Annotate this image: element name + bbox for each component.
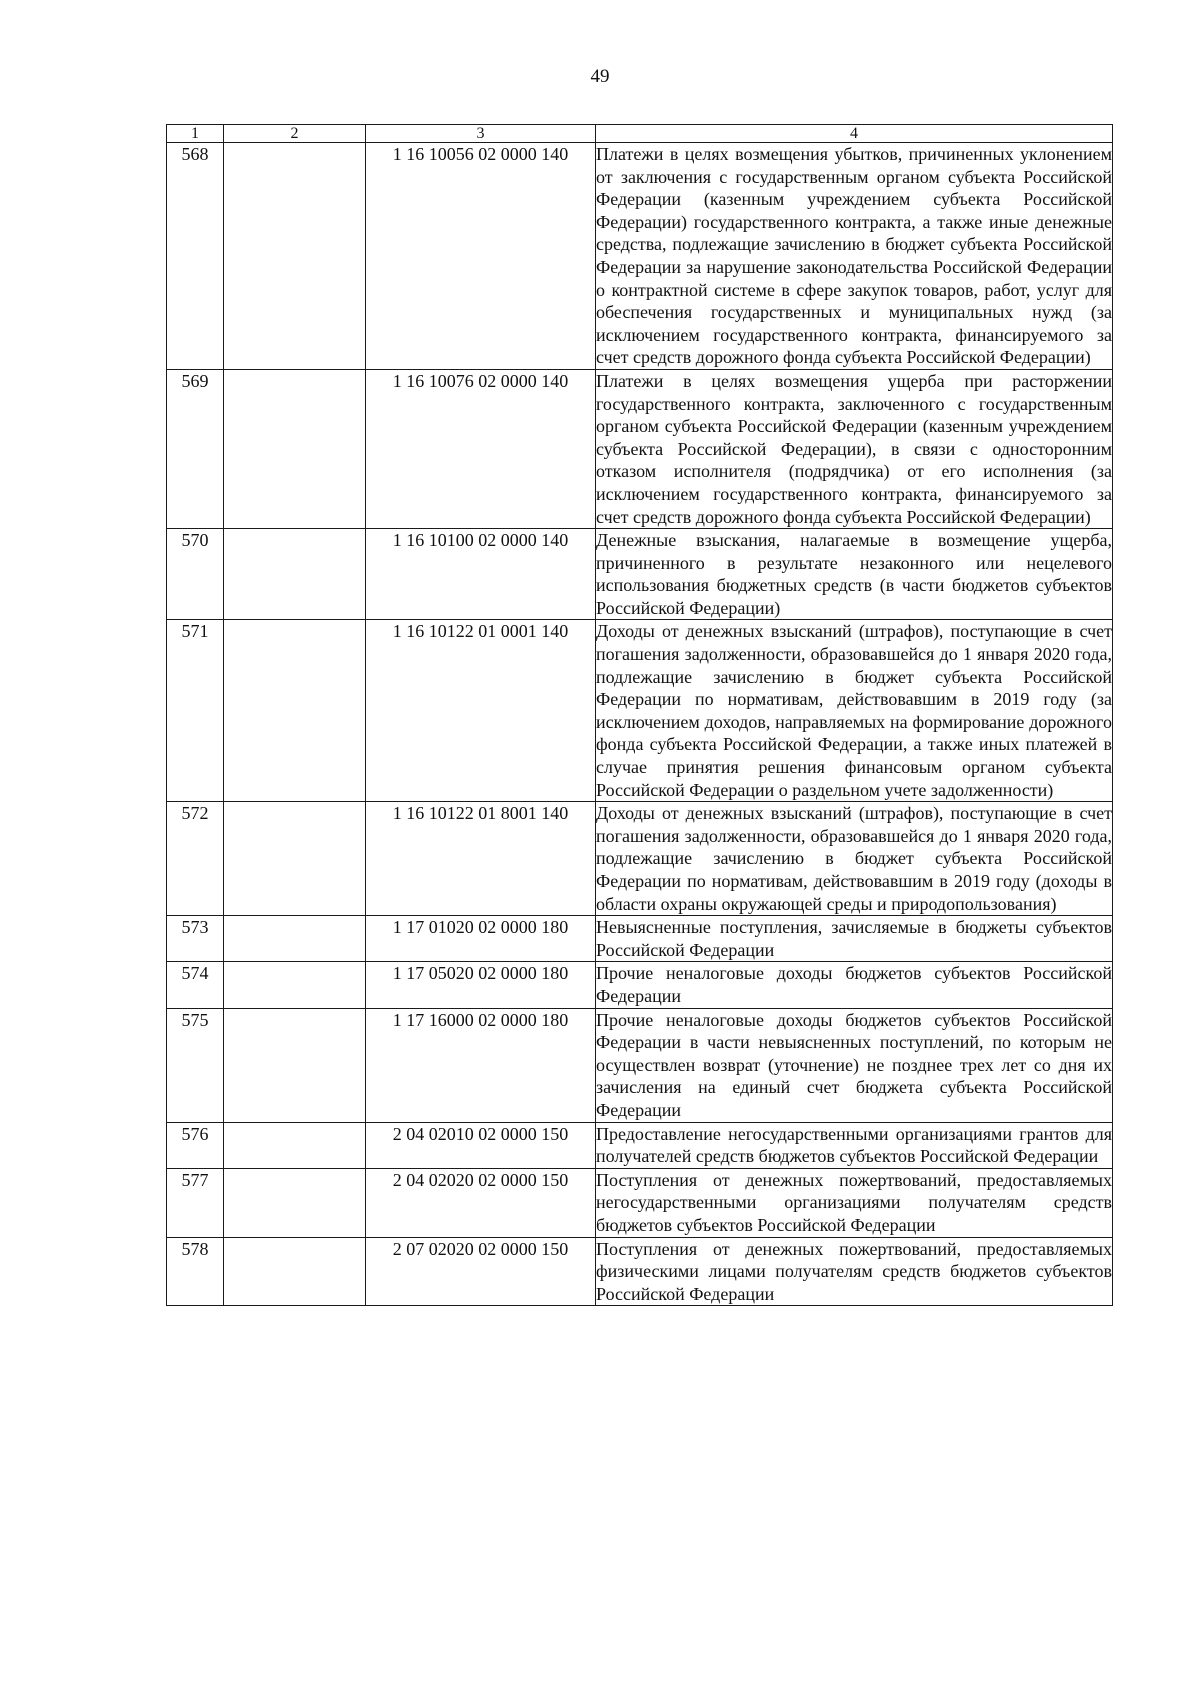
table-row [167, 802, 1113, 916]
row-revenue-code: 1 16 10100 02 0000 140 [366, 529, 596, 620]
row-revenue-description: Невыясненные поступления, зачисляемые в бюджеты субъектов Российской Федерации [596, 916, 1113, 962]
row-revenue-code: 1 17 16000 02 0000 180 [366, 1008, 596, 1122]
row-revenue-code: 1 16 10056 02 0000 140 [366, 143, 596, 370]
row-number: 574 [167, 962, 224, 1008]
row-revenue-description: Денежные взыскания, налагаемые в возмещение ущерба, причиненного в результате незаконного или нецелевого использования бюджетных средств (в части бюджетов субъектов Российской Федерации) [596, 529, 1113, 620]
row-revenue-code: 2 07 02020 02 0000 150 [366, 1237, 596, 1306]
row-revenue-description: Предоставление негосударственными организациями грантов для получателей средств бюджетов субъектов Российской Федерации [596, 1122, 1113, 1168]
row-number: 577 [167, 1168, 224, 1237]
row-revenue-code: 1 17 01020 02 0000 180 [366, 916, 596, 962]
row-administrator-code [224, 369, 366, 528]
table-row [167, 1122, 1113, 1168]
row-revenue-description: Платежи в целях возмещения ущерба при расторжении государственного контракта, заключенного с государственным органом субъекта Российской Федерации (казенным учреждением субъекта Российской Федерации), в связи с односторонним отказом исполнителя (подрядчика) от его исполнения (за исключением государственного контракта, финансируемого за счет средств дорожного фонда субъекта Российской Федерации) [596, 369, 1113, 528]
table-header-row [167, 125, 1113, 143]
page-number: 49 [590, 66, 610, 87]
row-revenue-code: 1 16 10076 02 0000 140 [366, 369, 596, 528]
row-revenue-code: 2 04 02010 02 0000 150 [366, 1122, 596, 1168]
table-row [167, 962, 1113, 1008]
row-administrator-code [224, 529, 366, 620]
row-number: 575 [167, 1008, 224, 1122]
table-row [167, 143, 1113, 370]
row-administrator-code [224, 962, 366, 1008]
column-header-2: 2 [224, 125, 366, 143]
row-number: 576 [167, 1122, 224, 1168]
row-revenue-description: Поступления от денежных пожертвований, предоставляемых негосударственными организациями получателям средств бюджетов субъектов Российской Федерации [596, 1168, 1113, 1237]
row-number: 578 [167, 1237, 224, 1306]
row-number: 568 [167, 143, 224, 370]
table-row [167, 1237, 1113, 1306]
row-revenue-description: Прочие неналоговые доходы бюджетов субъектов Российской Федерации [596, 962, 1113, 1008]
row-administrator-code [224, 802, 366, 916]
column-header-3: 3 [366, 125, 596, 143]
row-revenue-description: Поступления от денежных пожертвований, предоставляемых физическими лицами получателям средств бюджетов субъектов Российской Федерации [596, 1237, 1113, 1306]
row-administrator-code [224, 1168, 366, 1237]
row-revenue-description: Доходы от денежных взысканий (штрафов), поступающие в счет погашения задолженности, образовавшейся до 1 января 2020 года, подлежащие зачислению в бюджет субъекта Российской Федерации по нормативам, действовавшим в 2019 году (доходы в области охраны окружающей среды и природопользования) [596, 802, 1113, 916]
row-administrator-code [224, 1122, 366, 1168]
row-revenue-description: Прочие неналоговые доходы бюджетов субъектов Российской Федерации в части невыясненных поступлений, по которым не осуществлен возврат (уточнение) не позднее трех лет со дня их зачисления на единый счет бюджета субъекта Российской Федерации [596, 1008, 1113, 1122]
row-number: 573 [167, 916, 224, 962]
row-revenue-description: Доходы от денежных взысканий (штрафов), поступающие в счет погашения задолженности, образовавшейся до 1 января 2020 года, подлежащие зачислению в бюджет субъекта Российской Федерации по нормативам, действовавшим в 2019 году (за исключением доходов, направляемых на формирование дорожного фонда субъекта Российской Федерации, а также иных платежей в случае принятия решения финансовым органом субъекта Российской Федерации о раздельном учете задолженности) [596, 620, 1113, 802]
row-number: 569 [167, 369, 224, 528]
row-administrator-code [224, 1008, 366, 1122]
row-revenue-code: 1 17 05020 02 0000 180 [366, 962, 596, 1008]
row-administrator-code [224, 620, 366, 802]
row-number: 572 [167, 802, 224, 916]
row-revenue-description: Платежи в целях возмещения убытков, причиненных уклонением от заключения с государственным органом субъекта Российской Федерации (казенным учреждением субъекта Российской Федерации) государственного контракта, а также иные денежные средства, подлежащие зачислению в бюджет субъекта Российской Федерации за нарушение законодательства Российской Федерации о контрактной системе в сфере закупок товаров, работ, услуг для обеспечения государственных и муниципальных нужд (за исключением государственного контракта, финансируемого за счет средств дорожного фонда субъекта Российской Федерации) [596, 143, 1113, 370]
budget-revenue-table [166, 124, 1113, 1306]
row-revenue-code: 1 16 10122 01 8001 140 [366, 802, 596, 916]
table-row [167, 1008, 1113, 1122]
row-administrator-code [224, 143, 366, 370]
table-row [167, 529, 1113, 620]
row-revenue-code: 2 04 02020 02 0000 150 [366, 1168, 596, 1237]
row-administrator-code [224, 1237, 366, 1306]
table-row [167, 369, 1113, 528]
column-header-4: 4 [596, 125, 1113, 143]
row-number: 571 [167, 620, 224, 802]
row-revenue-code: 1 16 10122 01 0001 140 [366, 620, 596, 802]
row-administrator-code [224, 916, 366, 962]
table-row [167, 916, 1113, 962]
column-header-1: 1 [167, 125, 224, 143]
row-number: 570 [167, 529, 224, 620]
table-row [167, 1168, 1113, 1237]
table-row [167, 620, 1113, 802]
